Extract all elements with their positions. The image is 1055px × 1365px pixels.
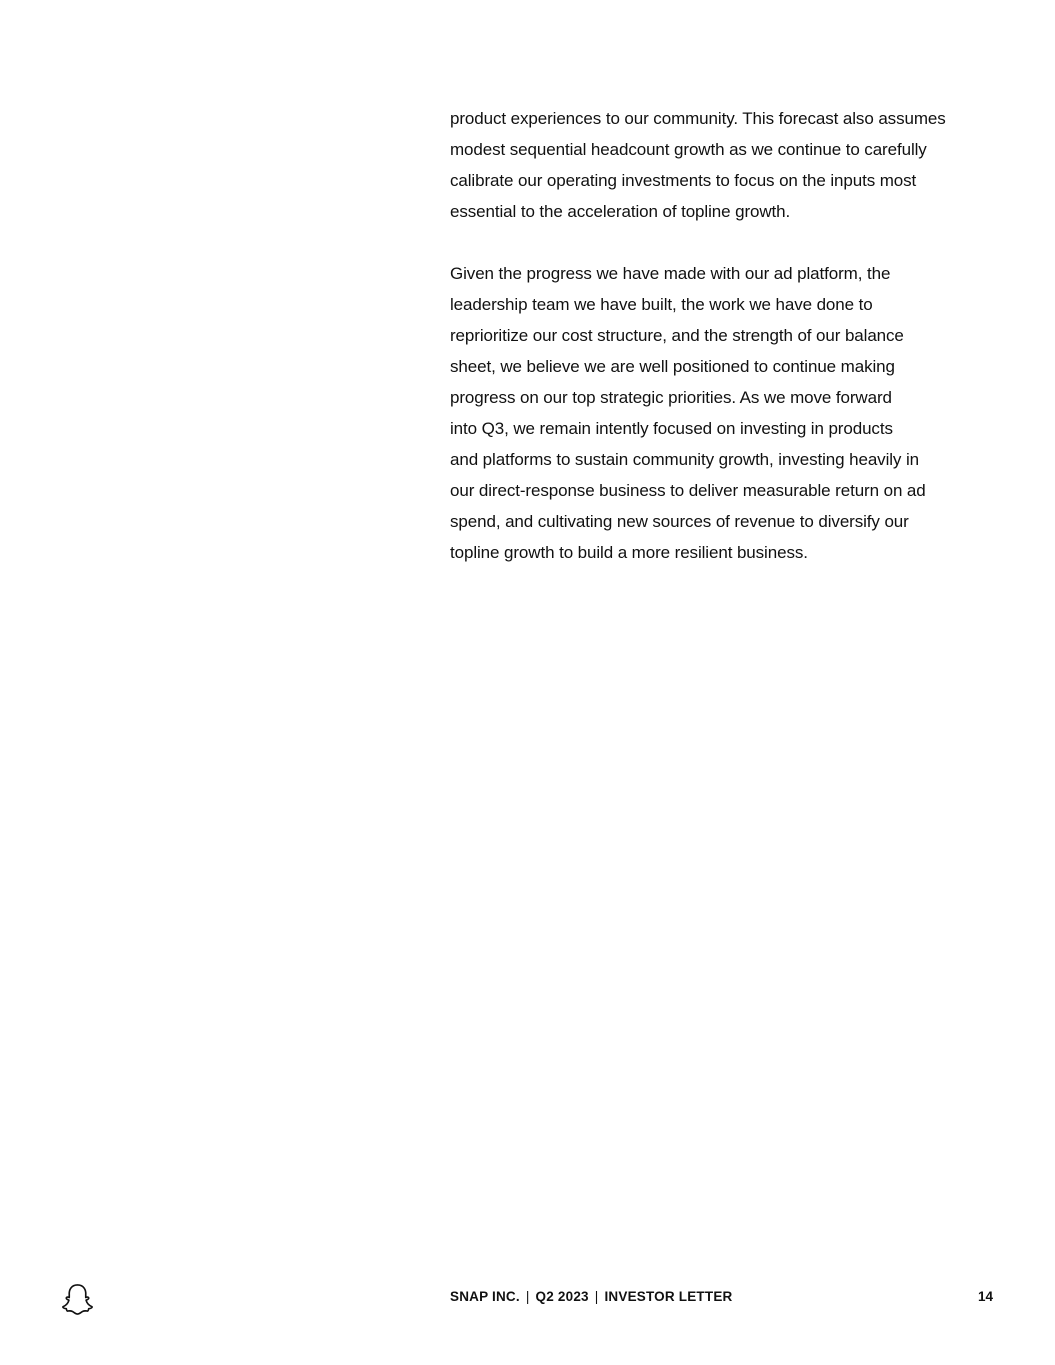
text-line: calibrate our operating investments to focus on the inputs most	[450, 171, 917, 190]
footer-document-info	[450, 1289, 732, 1304]
snapchat-ghost-icon	[61, 1283, 94, 1316]
text-line: progress on our top strategic priorities. As we move forward	[450, 388, 892, 407]
text-line: essential to the acceleration of topline growth.	[450, 202, 791, 221]
page-number: 14	[977, 1289, 993, 1304]
footer-doc-title: INVESTOR LETTER	[604, 1289, 733, 1304]
letter-body	[450, 103, 1010, 568]
text-line: our direct-response business to deliver measurable return on ad	[450, 481, 926, 500]
text-line: leadership team we have built, the work we have done to	[450, 295, 873, 314]
text-line: into Q3, we remain intently focused on investing in products	[450, 419, 893, 438]
text-line: modest sequential headcount growth as we continue to carefully	[450, 140, 927, 159]
text-line: sheet, we believe we are well positioned to continue making	[450, 357, 895, 376]
text-line: Given the progress we have made with our ad platform, the	[450, 264, 891, 283]
paragraph-outlook	[450, 258, 1010, 568]
text-line: topline growth to build a more resilient business.	[450, 543, 808, 562]
text-line: and platforms to sustain community growth, investing heavily in	[450, 450, 919, 469]
text-line: spend, and cultivating new sources of revenue to diversify our	[450, 512, 909, 531]
footer-separator: |	[594, 1289, 599, 1304]
text-line: reprioritize our cost structure, and the strength of our balance	[450, 326, 904, 345]
footer-period: Q2 2023	[535, 1289, 589, 1304]
text-line: product experiences to our community. This forecast also assumes	[450, 109, 946, 128]
paragraph-forecast	[450, 103, 1010, 227]
footer-company: SNAP INC.	[450, 1289, 520, 1304]
footer-separator: |	[525, 1289, 530, 1304]
